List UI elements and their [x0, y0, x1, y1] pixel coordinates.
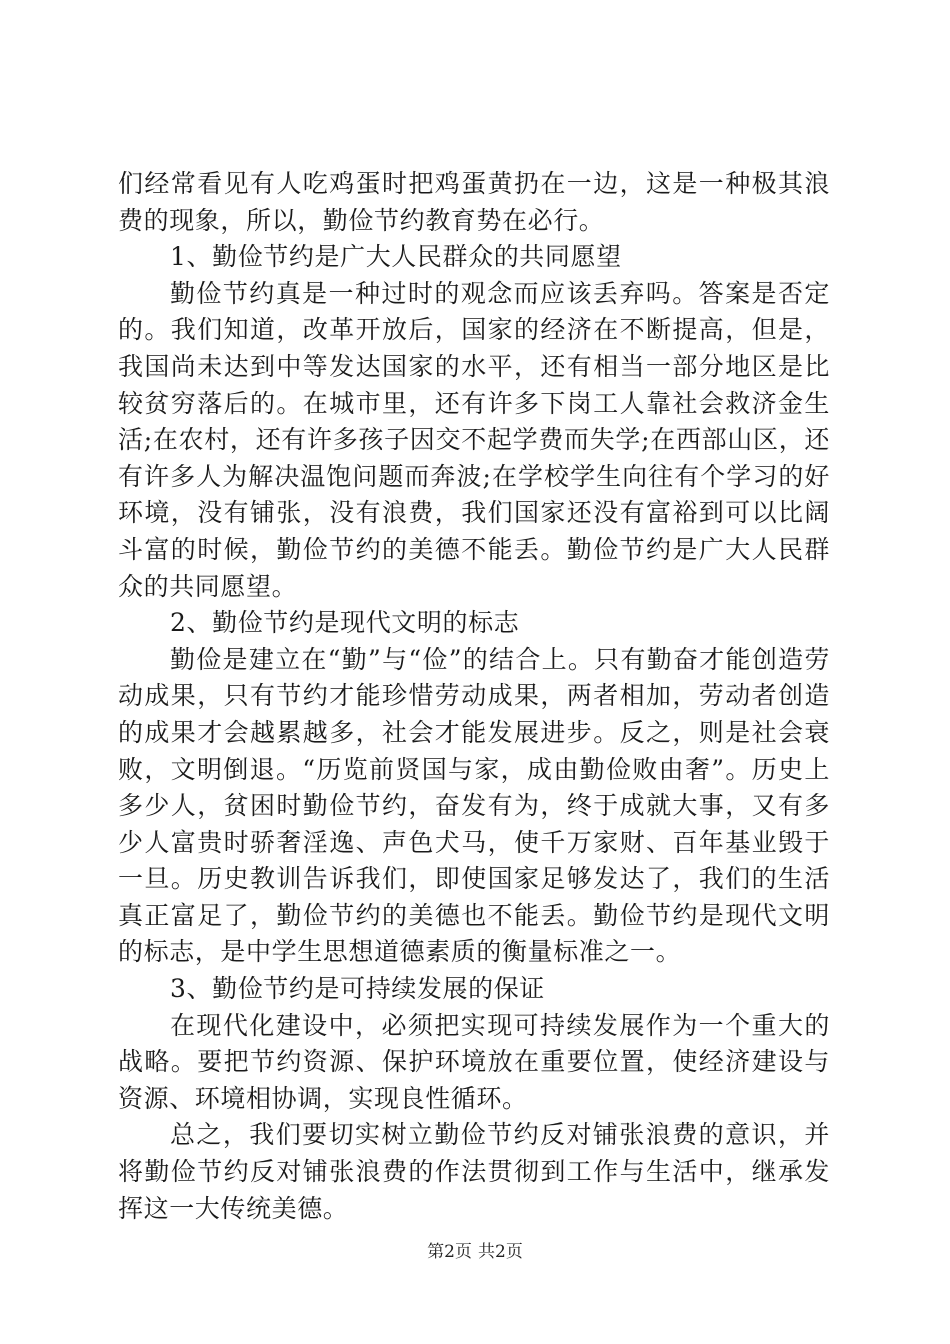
paragraph-continuation: 们经常看见有人吃鸡蛋时把鸡蛋黄扔在一边，这是一种极其浪费的现象，所以，勤俭节约教育势在必行。 — [118, 169, 830, 235]
page-footer — [0, 1240, 950, 1264]
document-body — [118, 166, 830, 1227]
conclusion-paragraph: 总之，我们要切实树立勤俭节约反对铺张浪费的意识，并将勤俭节约反对铺张浪费的作法贯彻到工作与生活中，继承发挥这一大传统美德。 — [118, 1120, 830, 1223]
section-body-1: 勤俭节约真是一种过时的观念而应该丢弃吗。答案是否定的。我们知道，改革开放后，国家的经济在不断提高，但是，我国尚未达到中等发达国家的水平，还有相当一部分地区是比较贫穷落后的。在城市里，还有许多下岗工人靠社会救济金生活;在农村，还有许多孩子因交不起学费而失学;在西部山区，还有许多人为解决温饱问题而奔波;在学校学生向往有个学习的好环境，没有铺张，没有浪费，我们国家还没有富裕到可以比阔斗富的时候，勤俭节约的美德不能丢。勤俭节约是广大人民群众的共同愿望。 — [118, 278, 830, 601]
section-body-3: 在现代化建设中，必须把实现可持续发展作为一个重大的战略。要把节约资源、保护环境放在重要位置，使经济建设与资源、环境相协调，实现良性循环。 — [118, 1010, 830, 1113]
section-heading-2: 2、勤俭节约是现代文明的标志 — [170, 608, 520, 638]
section-heading-3: 3、勤俭节约是可持续发展的保证 — [170, 974, 545, 1004]
page-number-total: 共2页 — [478, 1242, 523, 1262]
page-number-current: 第2页 — [427, 1242, 472, 1262]
section-heading-1: 1、勤俭节约是广大人民群众的共同愿望 — [170, 242, 622, 272]
section-body-2: 勤俭是建立在“勤”与“俭”的结合上。只有勤奋才能创造劳动成果，只有节约才能珍惜劳动成果，两者相加，劳动者创造的成果才会越累越多，社会才能发展进步。反之，则是社会衰败，文明倒退。“历览前贤国与家，成由勤俭败由奢”。历史上多少人，贫困时勤俭节约，奋发有为，终于成就大事，又有多少人富贵时骄奢淫逸、声色犬马，使千万家财、百年基业毁于一旦。历史教训告诉我们，即使国家足够发达了，我们的生活真正富足了，勤俭节约的美德也不能丢。勤俭节约是现代文明的标志，是中学生思想道德素质的衡量标准之一。 — [118, 644, 830, 967]
